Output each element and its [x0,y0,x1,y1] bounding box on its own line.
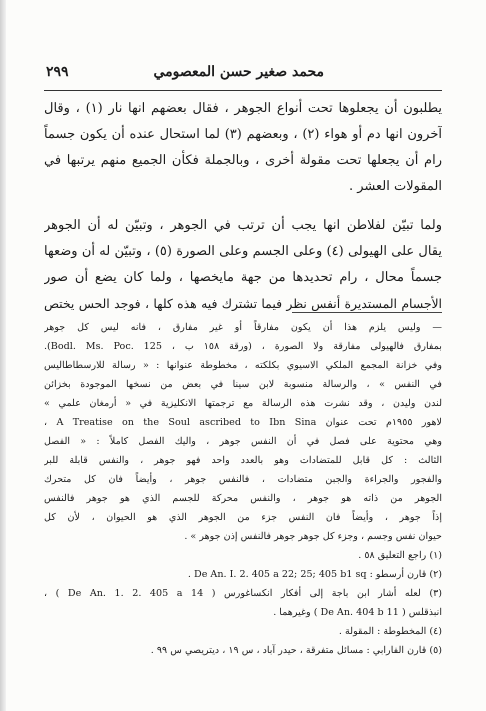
footnote-4: (٤) المخطوطة : المقولة . [338,626,442,637]
footnote-rule [292,312,442,313]
main-text [44,96,442,317]
header-rule [44,90,442,91]
footnote-3: (٣) لعله أشار ابن باجة إلى أفكار انكساغورس ( De An. 1. 2. 405 a 14 ) ، [44,588,442,599]
body-line: رام أن يجعلها تحت مقولة أخرى ، وبالجملة فكأن الجميع منهم يرتبها في [44,153,442,168]
footnote-line: الجوهر من ذاته هو جوهر ، والنفس محركة للجسم الذي هو جوهر فالنفس [44,493,442,504]
footnote-line: بمفارق فالهيولى مفارقة ولا الصورة ، (ورقة ١٥٨ ب ، Bodl. Ms. Poc. 125). [44,341,442,352]
footnote-line: لاهور ١٩٥٥م تحت عنوان A Treatise on the Soul ascribed to Ibn Sina ، [44,417,442,428]
footnote-line: حيوان نفس وجسم ، وجزء كل جوهر جوهر فالنفس إذن جوهر » . [184,531,442,542]
running-header-title: محمد صغير حسن المعصومي [153,64,324,80]
footnote-line: وفي خزانة المجمع الملكي الاسيوي بكلكته ، مخطوطة عنوانها : « رسالة للارسطاطاليس [44,360,442,371]
body-line: ولما تبيّن لفلاطن انها يجب أن ترتب في الجوهر ، وتبيّن له أن الجوهر [44,218,442,233]
body-line: الأجسام المستديرة أنفس نظر فيما تشترك فيه هذه كلها ، فوجد الحس يختص [44,296,442,311]
page-number: ٢٩٩ [46,64,69,80]
footnotes [44,318,442,660]
page-spine-shadow [0,0,6,711]
footnote-line: لندن وليدن ، وقد نشرت هذه الرسالة مع ترجمتها الانكليزية في « أرمغان علمي » [44,398,442,409]
footnote-line: الثالث : كل قابل للمتضادات وهو بالعدد واحد فهو جوهر ، والنفس قابلة للبر [44,455,442,466]
body-line: جسماً محال ، رام تحديدها من جهة مايخصها ، ولما كان يضع أن صور [44,270,442,285]
body-line: آخرون انها دم أو هواء (٢) ، وبعضهم (٣) لما استحال عنده أن يكون جسماً [44,127,442,142]
footnote-1: (١) راجع التعليق ٥٨ . [358,550,442,561]
footnote-line: وهي محتوية على فصل في أن النفس جوهر ، واليك الفصل كاملاً : « الفصل [44,436,442,447]
footnote-3-continued: انبذقلس ( De An. 404 b 11 ) وغيرهما . [273,607,442,618]
body-line: يطلبون أن يجعلوها تحت أنواع الجوهر ، فقال بعضهم انها نار (١) ، وقال [44,101,442,116]
running-header [44,64,442,86]
body-line: المقولات العشر . [348,179,442,194]
footnote-line: والفجور والجراءة والجبن متضادات ، فالنفس جوهر ، وأيضاً فان كل متحرك [44,474,442,485]
paragraph-gap [44,200,442,213]
footnote-line: في النفس » ، والرسالة منسوبة لابن سينا في بعض من نسخها الموجودة بخزائن [44,379,442,390]
footnote-2: (٢) قارن أرسطو : De An. I. 2. 405 a 22; 25; 405 b1 sq . [187,569,442,580]
footnote-5: (٥) قارن الفارابي : مسائل متفرقة ، حيدر آباد ، س ١٩ ، ديتريصي س ٩٩ . [150,645,442,656]
body-line: يقال على الهيولى (٤) وعلى الجسم وعلى الصورة (٥) ، وتبيّن له أن وضعها [44,244,442,259]
footnote-line: — وليس يلزم هذا أن يكون مفارقاً أو غير مفارق ، فانه ليس كل جوهر [44,322,442,333]
footnote-line: إذاً جوهر ، وأيضاً فان النفس جزء من الجوهر الذي هو الحيوان ، لأن كل [44,512,442,523]
